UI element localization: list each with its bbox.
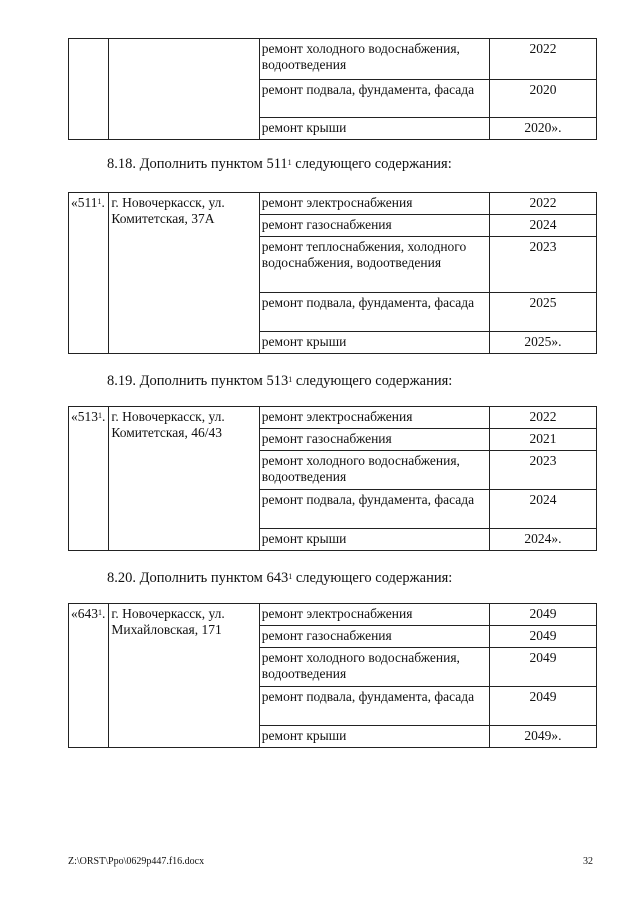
cell-year: 2020 <box>489 80 596 118</box>
table-section-643 <box>68 603 597 748</box>
cell-work: ремонт крыши <box>259 726 489 748</box>
cell-year: 2024». <box>489 529 596 551</box>
cell-address <box>109 39 259 140</box>
cell-work: ремонт крыши <box>259 529 489 551</box>
cell-address: г. Новочеркасск, ул. Михайловская, 171 <box>109 604 259 748</box>
cell-year: 2024 <box>489 490 596 529</box>
cell-year: 2022 <box>489 193 596 215</box>
cell-work: ремонт теплоснабжения, холодного водоснабжения, водоотведения <box>259 237 489 293</box>
cell-year: 2049 <box>489 604 596 626</box>
cell-item: «$643^1$. <box>69 604 109 748</box>
cell-year: 2023 <box>489 237 596 293</box>
cell-work: ремонт крыши <box>259 332 489 354</box>
cell-year: 2022 <box>489 39 596 80</box>
cell-work: ремонт подвала, фундамента, фасада <box>259 687 489 726</box>
table-section-513 <box>68 406 597 551</box>
cell-item: «$511^1$. <box>69 193 109 354</box>
cell-address: г. Новочеркасск, ул. Комитетская, 37А <box>109 193 259 354</box>
table-section-511 <box>68 192 597 354</box>
section-heading: 8.19. Дополнить пунктом $513^1$ следующего содержания: <box>107 373 453 389</box>
cell-year: 2023 <box>489 451 596 490</box>
cell-address: г. Новочеркасск, ул. Комитетская, 46/43 <box>109 407 259 551</box>
cell-work: ремонт холодного водоснабжения, водоотведения <box>259 451 489 490</box>
cell-work: ремонт холодного водоснабжения, водоотведения <box>259 39 489 80</box>
cell-year: 2049 <box>489 626 596 648</box>
cell-work: ремонт электроснабжения <box>259 193 489 215</box>
cell-year: 2020». <box>489 118 596 140</box>
cell-year: 2025 <box>489 293 596 332</box>
cell-work: ремонт подвала, фундамента, фасада <box>259 490 489 529</box>
table-row <box>69 604 597 626</box>
cell-year: 2049 <box>489 648 596 687</box>
cell-year: 2021 <box>489 429 596 451</box>
cell-year: 2049 <box>489 687 596 726</box>
table-row <box>69 407 597 429</box>
cell-work: ремонт подвала, фундамента, фасада <box>259 293 489 332</box>
cell-work: ремонт газоснабжения <box>259 626 489 648</box>
footer-file-path: Z:\ORST\Ppo\0629p447.f16.docx <box>68 856 205 867</box>
cell-year: 2025». <box>489 332 596 354</box>
table-row <box>69 39 597 80</box>
footer-page-number: 32 <box>583 856 593 867</box>
cell-work: ремонт газоснабжения <box>259 215 489 237</box>
table-row <box>69 193 597 215</box>
cell-year: 2024 <box>489 215 596 237</box>
section-heading: 8.20. Дополнить пунктом $643^1$ следующего содержания: <box>107 570 453 586</box>
cell-work: ремонт электроснабжения <box>259 604 489 626</box>
table-continuation <box>68 38 597 140</box>
cell-work: ремонт холодного водоснабжения, водоотведения <box>259 648 489 687</box>
cell-year: 2049». <box>489 726 596 748</box>
cell-work: ремонт подвала, фундамента, фасада <box>259 80 489 118</box>
cell-year: 2022 <box>489 407 596 429</box>
cell-work: ремонт газоснабжения <box>259 429 489 451</box>
cell-item <box>69 39 109 140</box>
cell-item: «$513^1$. <box>69 407 109 551</box>
cell-work: ремонт крыши <box>259 118 489 140</box>
cell-work: ремонт электроснабжения <box>259 407 489 429</box>
section-heading: 8.18. Дополнить пунктом $511^1$ следующего содержания: <box>107 156 452 172</box>
